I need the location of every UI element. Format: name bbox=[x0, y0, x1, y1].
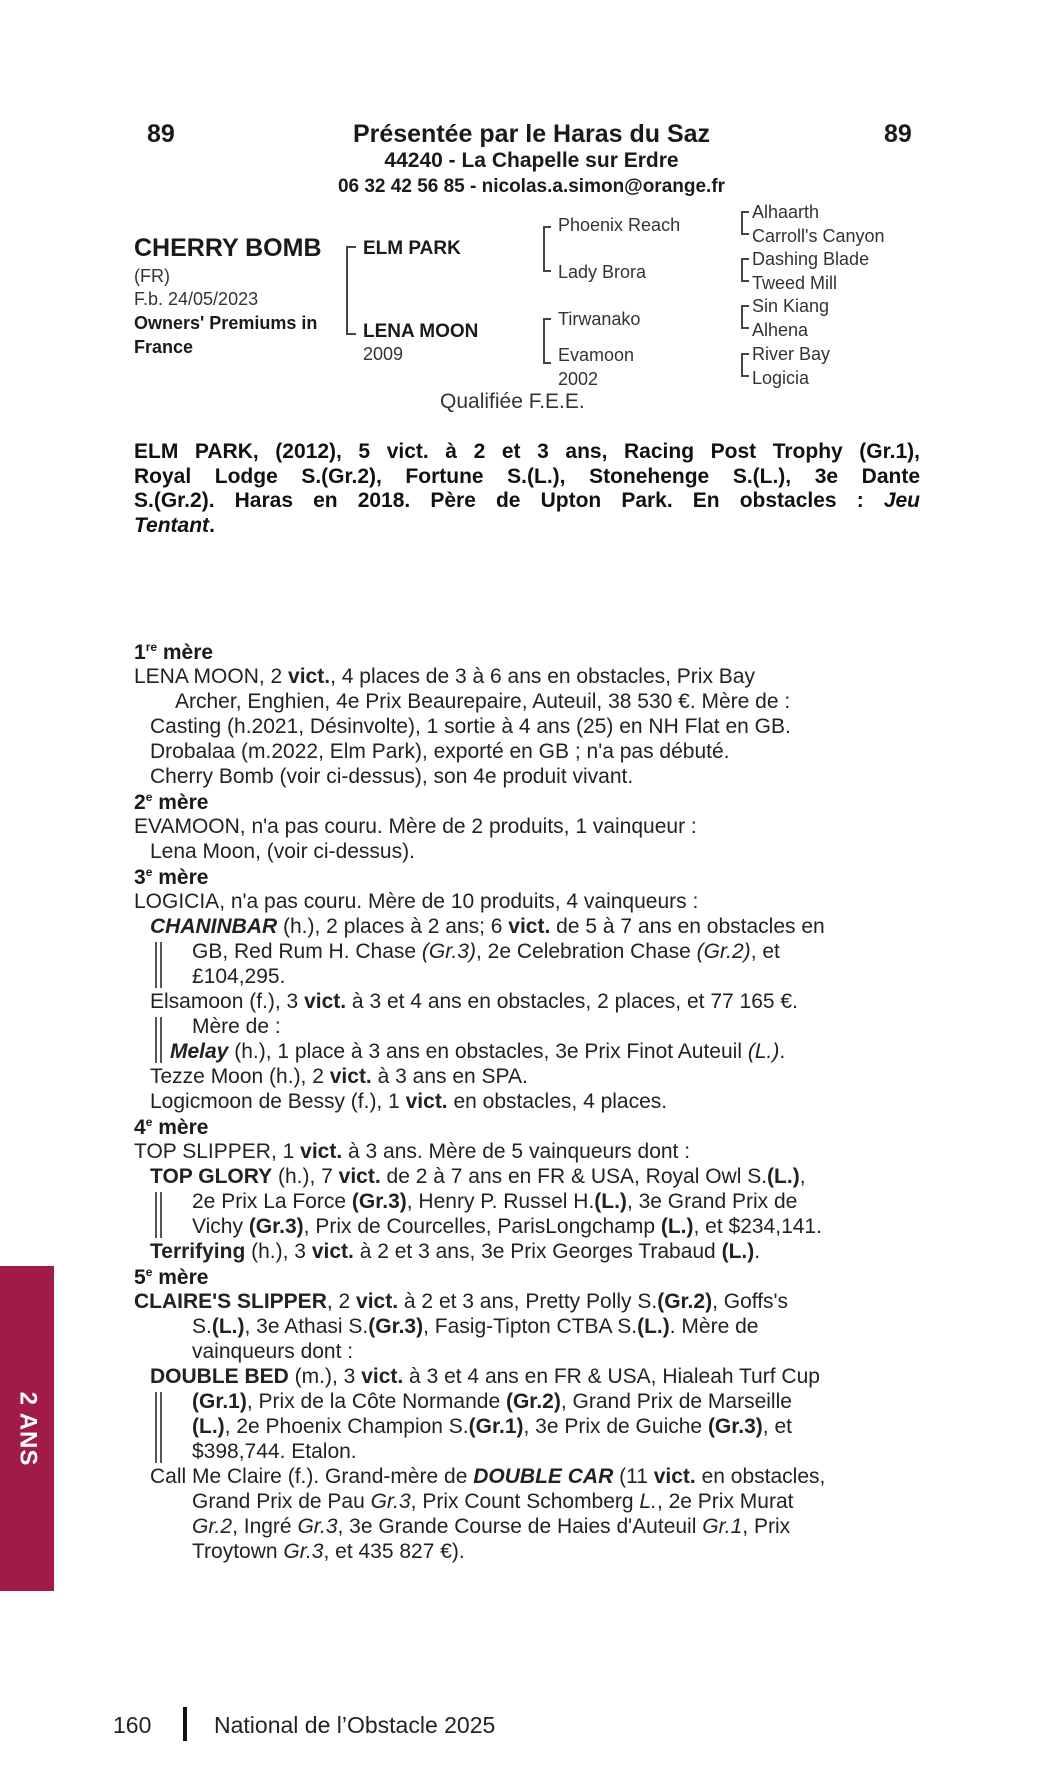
mere3-line-8: Tezze Moon (h.), 2 vict. à 3 ans en SPA. bbox=[150, 1065, 528, 1088]
gen2-evamoon: Evamoon bbox=[558, 345, 635, 365]
horse-details: F.b. 24/05/2023 bbox=[134, 289, 259, 309]
qualification: Qualifiée F.E.E. bbox=[440, 390, 585, 413]
mere5-line-8: Call Me Claire (f.). Grand-mère de DOUBLE CAR (11 vict. en obstacles, bbox=[150, 1465, 826, 1488]
dam-name: LENA MOON bbox=[363, 321, 479, 342]
side-tab bbox=[0, 1266, 54, 1591]
gen2-year: 2002 bbox=[558, 369, 599, 389]
publication-title: National de l’Obstacle 2025 bbox=[214, 1712, 496, 1738]
horse-name: CHERRY BOMB bbox=[134, 234, 322, 262]
mere4-line-2: TOP GLORY (h.), 7 vict. de 2 à 7 ans en FR & USA, Royal Owl S.(L.), bbox=[150, 1165, 806, 1188]
mere5-line-4: DOUBLE BED (m.), 3 vict. à 3 et 4 ans en FR & USA, Hialeah Turf Cup bbox=[150, 1365, 820, 1388]
heading-5e-mere: 5e mère bbox=[134, 1265, 209, 1289]
gen2-phoenix-reach: Phoenix Reach bbox=[558, 215, 681, 235]
mere5-line-2: S.(L.), 3e Athasi S.(Gr.3), Fasig-Tipton CTBA S.(L.). Mère de bbox=[192, 1315, 759, 1338]
mere1-line-5: Cherry Bomb (voir ci-dessus), son 4e produit vivant. bbox=[150, 765, 634, 788]
mere3-line-4: £104,295. bbox=[192, 965, 286, 988]
gen3-logicia: Logicia bbox=[752, 368, 810, 388]
mere5-line-10: Gr.2, Ingré Gr.3, 3e Grande Course de Haies d'Auteuil Gr.1, Prix bbox=[192, 1515, 791, 1538]
mere3-line-3: GB, Red Rum H. Chase (Gr.3), 2e Celebration Chase (Gr.2), et bbox=[192, 940, 780, 963]
gen3-alhena: Alhena bbox=[752, 320, 809, 340]
address: 44240 - La Chapelle sur Erdre bbox=[384, 149, 679, 172]
page-number: 160 bbox=[113, 1712, 152, 1738]
gen3-dashing-blade: Dashing Blade bbox=[752, 249, 870, 269]
mere5-line-9: Grand Prix de Pau Gr.3, Prix Count Schomberg L., 2e Prix Murat bbox=[192, 1490, 794, 1513]
footer-divider bbox=[183, 1707, 187, 1741]
mere4-line-5: Terrifying (h.), 3 vict. à 2 et 3 ans, 3e Prix Georges Trabaud (L.). bbox=[150, 1240, 761, 1263]
contact: 06 32 42 56 85 - nicolas.a.simon@orange.fr bbox=[337, 176, 726, 197]
heading-1re-mere: 1re mère bbox=[134, 640, 214, 664]
mere3-line-6: Mère de : bbox=[192, 1015, 281, 1038]
mere3-line-5: Elsamoon (f.), 3 vict. à 3 et 4 ans en obstacles, 2 places, et 77 165 €. bbox=[150, 990, 798, 1013]
mere3-line-2: CHANINBAR (h.), 2 places à 2 ans; 6 vict. de 5 à 7 ans en obstacles en bbox=[150, 915, 825, 938]
heading-4e-mere: 4e mère bbox=[134, 1115, 209, 1139]
lot-number-left: 89 bbox=[147, 120, 175, 148]
horse-country: (FR) bbox=[134, 266, 170, 286]
sire-line-2: Royal Lodge S.(Gr.2), Fortune S.(L.), Stonehenge S.(L.), 3e Dante bbox=[134, 464, 920, 488]
gen3-tweed-mill: Tweed Mill bbox=[752, 273, 838, 293]
premium-line-2: France bbox=[134, 337, 194, 357]
dam-year: 2009 bbox=[363, 344, 404, 364]
gen3-river-bay: River Bay bbox=[752, 344, 831, 364]
mere2-line-1: EVAMOON, n'a pas couru. Mère de 2 produits, 1 vainqueur : bbox=[134, 815, 697, 838]
sire-line-3: S.(Gr.2). Haras en 2018. Père de Upton Park. En obstacles : Jeu bbox=[134, 489, 920, 513]
mere1-line-1: LENA MOON, 2 vict., 4 places de 3 à 6 ans en obstacles, Prix Bay bbox=[134, 665, 755, 688]
heading-3e-mere: 3e mère bbox=[134, 865, 209, 889]
premium-line-1: Owners' Premiums in bbox=[134, 313, 318, 333]
side-tab-label: 2 ANS bbox=[14, 1391, 42, 1466]
lot-number-right: 89 bbox=[884, 120, 912, 148]
mere5-line-7: $398,744. Etalon. bbox=[192, 1440, 357, 1463]
mere4-line-3: 2e Prix La Force (Gr.3), Henry P. Russel H.(L.), 3e Grand Prix de bbox=[192, 1190, 798, 1213]
mere1-line-2: Archer, Enghien, 4e Prix Beaurepaire, Auteuil, 38 530 €. Mère de : bbox=[175, 690, 791, 713]
mere5-line-1: CLAIRE'S SLIPPER, 2 vict. à 2 et 3 ans, Pretty Polly S.(Gr.2), Goffs's bbox=[134, 1290, 789, 1313]
mere5-line-3: vainqueurs dont : bbox=[192, 1340, 354, 1363]
mere4-line-1: TOP SLIPPER, 1 vict. à 3 ans. Mère de 5 vainqueurs dont : bbox=[134, 1140, 691, 1163]
sire-paragraph bbox=[134, 440, 920, 538]
mere1-line-3: Casting (h.2021, Désinvolte), 1 sortie à 4 ans (25) en NH Flat en GB. bbox=[150, 715, 791, 738]
mere3-line-9: Logicmoon de Bessy (f.), 1 vict. en obstacles, 4 places. bbox=[150, 1090, 668, 1113]
gen3-sin-kiang: Sin Kiang bbox=[752, 296, 830, 316]
mere3-line-1: LOGICIA, n'a pas couru. Mère de 10 produits, 4 vainqueurs : bbox=[134, 890, 699, 913]
sire-line-4: Tentant. bbox=[134, 513, 215, 537]
gen2-tirwanako: Tirwanako bbox=[558, 309, 641, 329]
gen2-lady-brora: Lady Brora bbox=[558, 262, 647, 282]
mere1-line-4: Drobalaa (m.2022, Elm Park), exporté en GB ; n'a pas débuté. bbox=[150, 740, 730, 763]
presenter: Présentée par le Haras du Saz bbox=[352, 120, 711, 148]
gen3-alhaarth: Alhaarth bbox=[752, 202, 820, 222]
sire-line-1: ELM PARK, (2012), 5 vict. à 2 et 3 ans, Racing Post Trophy (Gr.1), bbox=[134, 440, 920, 463]
sire-name: ELM PARK bbox=[363, 238, 461, 259]
heading-2e-mere: 2e mère bbox=[134, 790, 209, 814]
mere4-line-4: Vichy (Gr.3), Prix de Courcelles, ParisLongchamp (L.), et $234,141. bbox=[192, 1215, 822, 1238]
gen3-carrolls-canyon: Carroll's Canyon bbox=[752, 226, 885, 246]
mere5-line-5: (Gr.1), Prix de la Côte Normande (Gr.2), Grand Prix de Marseille bbox=[192, 1390, 792, 1413]
mere5-line-11: Troytown Gr.3, et 435 827 €). bbox=[192, 1540, 465, 1563]
mere5-line-6: (L.), 2e Phoenix Champion S.(Gr.1), 3e Prix de Guiche (Gr.3), et bbox=[192, 1415, 792, 1438]
mere3-line-7: Melay (h.), 1 place à 3 ans en obstacles, 3e Prix Finot Auteuil (L.). bbox=[170, 1040, 786, 1063]
mere2-line-2: Lena Moon, (voir ci-dessus). bbox=[150, 840, 415, 863]
